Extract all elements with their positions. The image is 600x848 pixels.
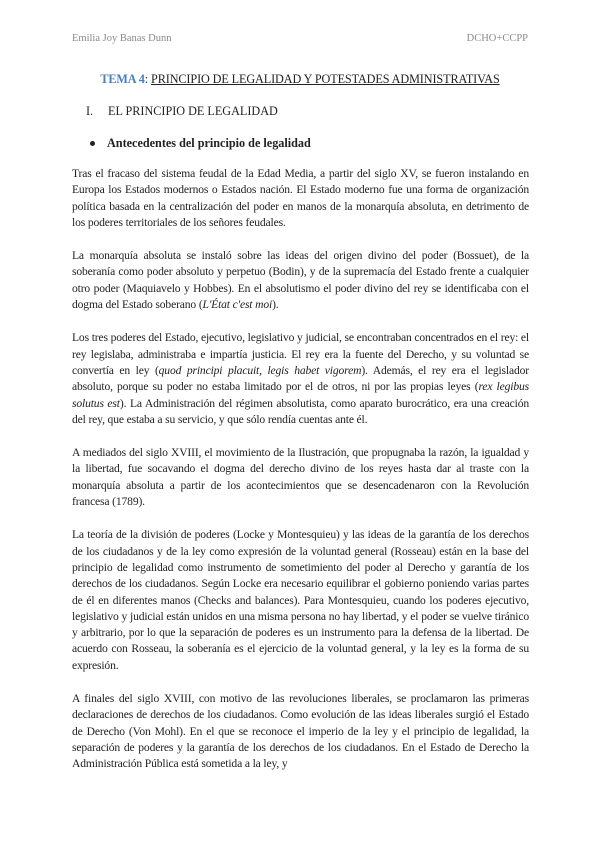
subsection-title: Antecedentes del principio de legalidad: [107, 136, 311, 150]
title-separator: :: [144, 72, 149, 86]
paragraph-3: [72, 330, 529, 428]
section-title: EL PRINCIPIO DE LEGALIDAD: [108, 104, 278, 118]
paragraph-2: [72, 248, 529, 313]
paragraph-2-quote: L'État c'est moi: [202, 298, 273, 312]
bullet-icon: [90, 141, 95, 146]
subsection-heading: [90, 136, 311, 151]
title-number: TEMA 4: [100, 72, 145, 86]
paragraph-6: A finales del siglo XVIII, con motivo de las revoluciones liberales, se proclamaron las primeras declaraciones de derechos de los ciudadanos. Como evolución de las ideas liberales surgió el Estado de Derecho (Von Mohl). En el que se reconoce el imperio de la ley y el principio de legalidad, la separación de poderes y la garantía de los derechos de los ciudadanos. En el Estado de Derecho la Administración Pública está sometida a la ley, y: [72, 692, 529, 771]
document-title: [0, 72, 600, 87]
title-text: PRINCIPIO DE LEGALIDAD Y POTESTADES ADMINISTRATIVAS: [151, 72, 500, 86]
paragraph-3-text-b: ). Además, el rey era el legislador absoluto, porque su poder no estaba limitado por el de otros, ni por las propias leyes (: [72, 363, 529, 394]
header-author: Emilia Joy Banas Dunn: [72, 33, 172, 44]
header-course: DCHO+CCPP: [466, 33, 528, 44]
section-number: I.: [86, 104, 94, 118]
paragraph-3-latin-1: quod principi placuit, legis habet vigorem: [158, 363, 362, 377]
paragraph-4: A mediados del siglo XVIII, el movimiento de la Ilustración, que propugnaba la razón, la igualdad y la libertad, fue socavando el dogma del derecho divino de los reyes hasta dar al traste con la monarquía absoluta a partir de los acontecimientos que se desencadenaron con la Revolución francesa (1789).: [72, 446, 529, 509]
paragraph-5: La teoría de la división de poderes (Locke y Montesquieu) y las ideas de la garantía de los derechos de los ciudadanos y de la ley como expresión de la voluntad general (Rosseau) están en la base del principio de legalidad como instrumento de sometimiento del poder al Derecho y garantía de los derechos de los ciudadanos. Según Locke era necesario equilibrar el gobierno poniendo varias partes de él en diferentes manos (Checks and balances). Para Montesquieu, cuando los poderes ejecutivo, legislativo y judicial están unidos en una misma persona no hay libertad, y el poder se vuelve tiránico y arbitrario, por lo que la separación de poderes es un instrumento para la defensa de la libertad. De acuerdo con Rosseau, la soberanía es el ejercicio de la voluntad general, y la ley es la forma de su expresión.: [72, 528, 529, 672]
paragraph-3-latin-2: rex legibus solutus est: [72, 380, 529, 410]
paragraph-3-text-a: Los tres poderes del Estado, ejecutivo, legislativo y judicial, se encontraban concentrados en el rey: el rey legislaba, administraba e impartía justicia. El rey era la fuente del Derecho, y su voluntad se convertía en ley (: [72, 331, 529, 377]
paragraph-2-text: La monarquía absoluta se instaló sobre las ideas del origen divino del poder (Bossuet), de la soberanía como poder absoluto y perpetuo (Bodin), y de la supremacía del Estado frente a cualquier otro poder (Maquiavelo y Hobbes). En el absolutismo el poder divino del rey se identificaba con el dogma del Estado soberano (: [72, 249, 529, 312]
document-body: [72, 166, 529, 790]
paragraph-2-end: ).: [272, 298, 279, 312]
paragraph-1: Tras el fracaso del sistema feudal de la Edad Media, a partir del siglo XV, se fueron instalando en Europa los Estados modernos o Estados nación. El Estado moderno fue una forma de organización política basada en la centralización del poder en manos de la monarquía absoluta, en detrimento de los poderes territoriales de los señores feudales.: [72, 167, 529, 229]
paragraph-3-text-c: ). La Administración del régimen absolutista, como aparato burocrático, era una creación del rey, que estaba a su servicio, y que sólo rendía cuentas ante él.: [72, 396, 529, 426]
section-heading: [86, 104, 278, 119]
